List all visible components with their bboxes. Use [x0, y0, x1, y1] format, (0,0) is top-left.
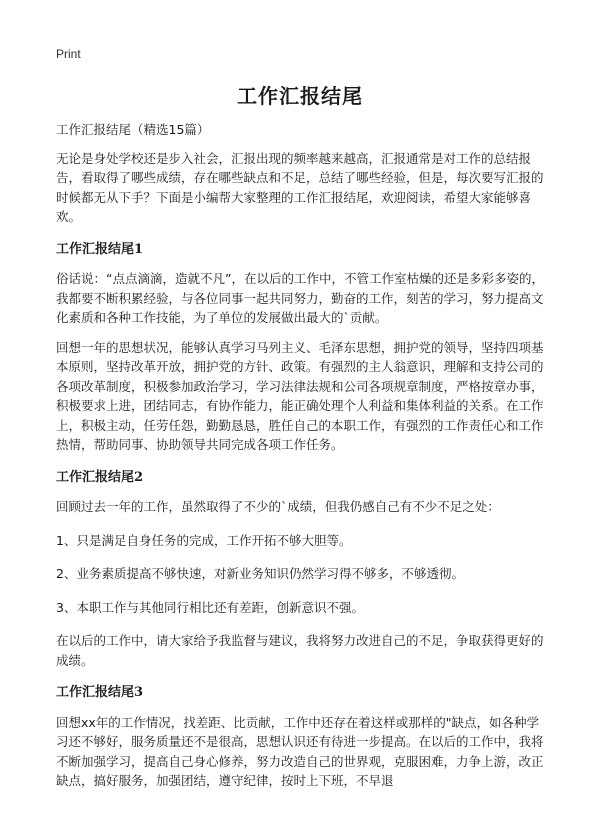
section-2-paragraph: 回顾过去一年的工作，虽然取得了不少的`成绩，但我仍感自己有不少不足之处：	[56, 499, 500, 514]
list-item: 3、本职工作与其他同行相比还有差距，创新意识不强。	[56, 599, 364, 615]
list-item: 1、只是满足自身任务的完成，工作开拓不够大胆等。	[56, 532, 352, 548]
section-3-paragraph: 回想xx年的工作情况，找差距、比贡献，工作中还存在着这样或那样的"缺点，如各种学习还不够好，服务质量还不是很高，思想认识还有待进一步提高。在以后的工作中，我将不断加强学习，提高自己身心修养，努力改造自己的世界观，克服困难，力争上游，改正缺点，搞好服务，加强团结，遵守纪律，按时上下班，不早退	[56, 714, 544, 788]
section-1-paragraph: 俗话说：“点点滴滴，造就不凡”，在以后的工作中，不管工作室枯燥的还是多彩多姿的，我都要不断积累经验，与各位同事一起共同努力，勤奋的工作，刻苦的学习，努力提高文化素质和各种工作技能，为了单位的发展做出最大的`贡献。	[56, 271, 544, 325]
document-body	[56, 120, 546, 801]
document-subtitle: 工作汇报结尾（精选15篇）	[56, 122, 210, 137]
section-heading-3: 工作汇报结尾3	[56, 685, 144, 700]
print-link[interactable]: Print	[56, 47, 81, 61]
section-heading-1: 工作汇报结尾1	[56, 241, 144, 257]
list-item: 2、业务素质提高不够快速，对新业务知识仍然学习得不够多，不够透彻。	[56, 566, 464, 581]
page-title: 工作汇报结尾	[237, 84, 363, 108]
section-heading-2: 工作汇报结尾2	[56, 469, 144, 485]
intro-paragraph: 无论是身处学校还是步入社会，汇报出现的频率越来越高，汇报通常是对工作的总结报告，看取得了哪些成绩，存在哪些缺点和不足，总结了哪些经验，但是，每次要写汇报的时候都无从下手？下面是小编帮大家整理的工作汇报结尾，欢迎阅读，希望大家能够喜欢。	[56, 150, 544, 224]
section-2-paragraph: 在以后的工作中，请大家给予我监督与建议，我将努力改进自己的不足，争取获得更好的成绩。	[56, 633, 544, 668]
section-1-paragraph: 回想一年的思想状况，能够认真学习马列主义、毛泽东思想，拥护党的领导，坚持四项基本原则，坚持改革开放，拥护党的方针、政策。有强烈的主人翁意识，理解和支持公司的各项改革制度，积极参加政治学习，学习法律法规和公司各项规章制度，严格按章办事，积极要求上进，团结同志，有协作能力，能正确处理个人利益和集体利益的关系。在工作上，积极主动，任劳任怨，勤勤恳恳，胜任自己的本职工作，有强烈的工作责任心和工作热情，帮助同事、协助领导共同完成各项工作任务。	[56, 339, 544, 452]
